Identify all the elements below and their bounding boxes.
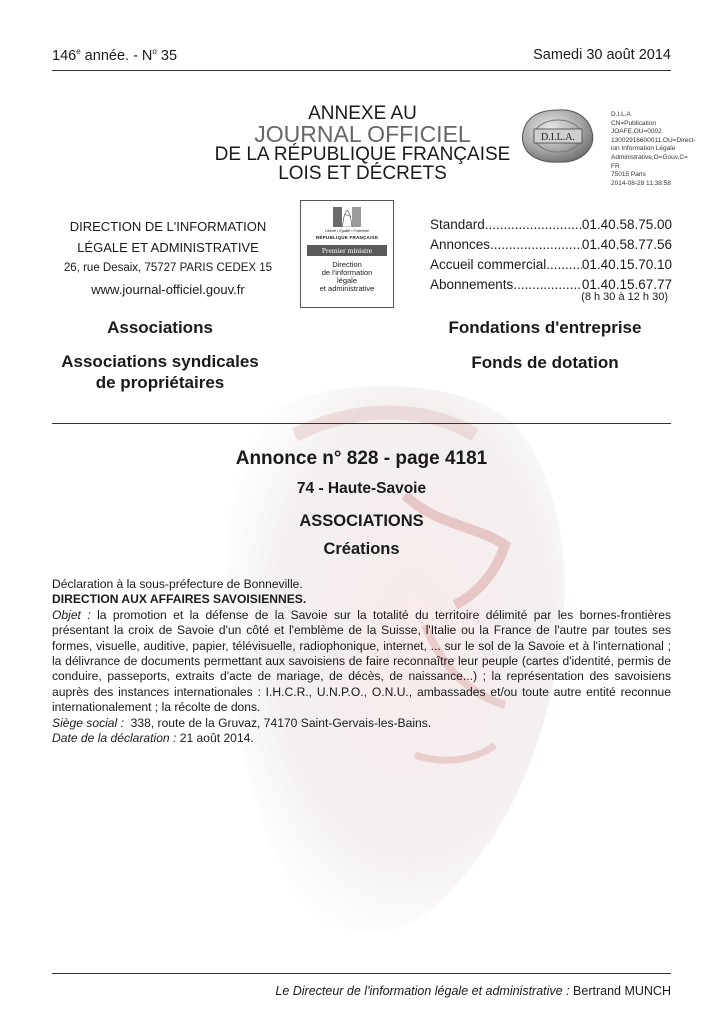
contact-row	[430, 255, 672, 275]
government-logo	[300, 200, 394, 308]
header-rule	[52, 70, 671, 71]
contact-row	[430, 235, 672, 255]
category-fondations: Fondations d'entreprise	[448, 318, 642, 337]
category-associations-syndicales	[40, 351, 280, 393]
meta-line: 75015 Paris	[611, 171, 646, 179]
contact-label: Abonnements	[430, 277, 514, 292]
announcement-title: Annonce n° 828 - page 4181	[235, 448, 488, 469]
objet-paragraph	[52, 608, 671, 716]
logo-premier-ministre: Premier ministre	[307, 245, 387, 256]
category-associations: Associations	[107, 318, 213, 337]
siege-label: Siège social :	[52, 715, 124, 730]
meta-line: CN=Publication	[611, 119, 656, 127]
contact-label: Accueil commercial	[430, 257, 547, 272]
date-paragraph	[52, 731, 671, 746]
direction-address: 26, rue Desaix, 75727 PARIS CEDEX 15	[63, 262, 273, 274]
category-fonds-dotation: Fonds de dotation	[471, 353, 619, 372]
category-line: Associations syndicales	[61, 352, 259, 371]
objet-label: Objet :	[52, 607, 91, 622]
seal-text: D.I.L.A.	[541, 132, 575, 143]
announcement-category: ASSOCIATIONS	[299, 512, 424, 530]
logo-desc-line: de l'information	[321, 268, 373, 277]
opening-hours: (8 h 30 à 12 h 30)	[581, 291, 668, 303]
footer-name: Bertrand MUNCH	[569, 984, 671, 998]
association-name: DIRECTION AUX AFFAIRES SAVOISIENNES.	[52, 592, 307, 607]
logo-description	[301, 261, 393, 293]
footer-label: Le Directeur de l'information légale et administrative :	[275, 984, 570, 998]
contact-number: 01.40.58.77.56	[581, 237, 672, 252]
contact-label: Standard	[430, 217, 485, 232]
title-line-2: JOURNAL OFFICIEL	[254, 121, 471, 147]
logo-desc-line: et administrative	[319, 284, 375, 293]
footer-rule	[52, 973, 671, 974]
direction-line-2: LÉGALE ET ADMINISTRATIVE	[77, 240, 259, 255]
objet-text: la promotion et la défense de la Savoie sur la totalité du territoire délimité par les bornes-frontières présentant la croix de Savoie d'un côté et l'emblème de la Suisse, l'Italie ou la France de l'autre par toutes ses formes, visuelle, auditive, papier, télévisuelle, radiophonique, internet, ... sur le sol de la Savoie et à l'international ; la délivrance de documents permettant aux savoisiens de faire reconnaître leur peuple (cartes d'identité, permis de conduire, passeports, extraits d'acte de mariage, de décès, de naissance...) ; la représentation des savoisiens auprès des instances internationales : I.H.C.R., U.N.P.O., O.N.U., ambassades et/ou toute autre entité reconnue internationalement ; la récolte de dons.	[52, 607, 671, 715]
signature-metadata	[611, 111, 696, 188]
contact-number: 01.40.15.67.77	[581, 277, 672, 292]
issue-date: Samedi 30 août 2014	[533, 47, 671, 63]
direction-block	[52, 216, 284, 300]
logo-motto: Liberté • Égalité • Fraternité	[325, 229, 369, 233]
title-line-1: ANNEXE AU	[308, 103, 417, 124]
meta-line: ion Information Légale	[611, 145, 676, 153]
logo-republic: RÉPUBLIQUE FRANÇAISE	[315, 235, 379, 240]
logo-desc-line: légale	[336, 276, 358, 285]
announcement-subcategory: Créations	[323, 540, 400, 558]
section-rule	[52, 423, 671, 424]
direction-line-1: DIRECTION DE L'INFORMATION	[69, 219, 267, 234]
siege-text: 338, route de la Gruvaz, 74170 Saint-Gervais-les-Bains.	[123, 715, 432, 730]
title-line-4: LOIS ET DÉCRETS	[278, 163, 447, 184]
marianne-emblem-icon	[333, 207, 361, 227]
meta-line: FR	[611, 162, 620, 170]
title-line-3: DE LA RÉPUBLIQUE FRANÇAISE	[214, 144, 511, 165]
issue-number: 146e année. - $N^o$ 35	[52, 47, 178, 64]
contact-number: 01.40.15.70.10	[581, 257, 672, 272]
date-text: 21 août 2014.	[176, 731, 254, 746]
siege-paragraph	[52, 716, 671, 731]
footer-signature	[275, 984, 671, 998]
meta-line: JOAFE,OU=0002	[611, 128, 662, 136]
category-line: de propriétaires	[95, 373, 225, 392]
meta-line: 2014-08-28 11:38:58	[611, 179, 671, 187]
meta-line: Administrative,O=Gouv,C=	[611, 153, 688, 161]
direction-website[interactable]: www.journal-officiel.gouv.fr	[91, 282, 245, 297]
announcement-department: 74 - Haute-Savoie	[296, 480, 427, 497]
announcement-body	[52, 577, 671, 746]
date-label: Date de la déclaration :	[52, 731, 177, 746]
logo-desc-line: Direction	[332, 260, 362, 269]
contact-row	[430, 215, 672, 235]
contact-number: 01.40.58.75.00	[581, 217, 672, 232]
contact-label: Annonces	[430, 237, 491, 252]
journal-title-block	[190, 104, 535, 183]
meta-line: D.I.L.A	[611, 111, 631, 118]
declaration-text: Déclaration à la sous-préfecture de Bonneville.	[52, 577, 303, 591]
contact-list	[430, 215, 672, 303]
meta-line: 13002916600011,OU=Direct-	[611, 136, 696, 144]
dila-seal-icon	[520, 108, 596, 164]
